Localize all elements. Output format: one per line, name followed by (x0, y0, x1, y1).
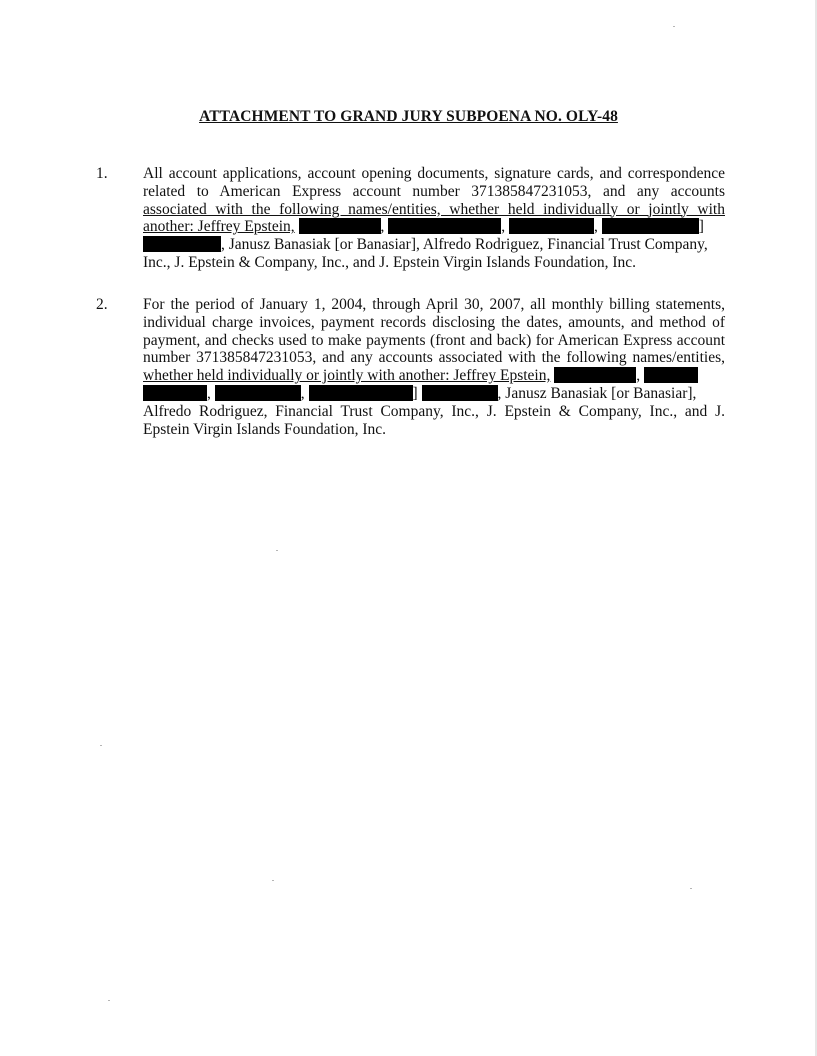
redaction-box (299, 218, 381, 234)
paragraph-text: , Janusz Banasiak [or Banasiar], (497, 384, 697, 402)
paragraph-line: All account applications, account opening documents, signature cards, and correspondence (143, 165, 725, 182)
scan-speck (690, 888, 692, 889)
paragraph-text: , Janusz Banasiak [or Banasiar], Alfredo Rodriguez, Financial Trust Company, (221, 236, 708, 254)
paragraph-line: related to American Express account number 371385847231053, and any accounts (143, 182, 725, 200)
redaction-box (215, 385, 301, 401)
redaction-box (388, 218, 501, 234)
scan-speck (276, 550, 278, 551)
item-number: 2. (96, 296, 108, 313)
paragraph-line: Alfredo Rodriguez, Financial Trust Company, Inc., J. Epstein & Company, Inc., and J. (143, 402, 725, 420)
redaction-box (509, 218, 594, 234)
paragraph-line: Epstein Virgin Islands Foundation, Inc. (143, 420, 387, 438)
paragraph-line (143, 236, 725, 254)
paragraph-line: associated with the following names/entities, whether held individually or jointly with (143, 200, 725, 218)
paragraph-text: another: Jeffrey Epstein, (143, 218, 295, 236)
scan-speck (272, 880, 274, 881)
paragraph-line: number 371385847231053, and any accounts associated with the following names/entities, (143, 349, 725, 367)
scan-speck (108, 1000, 110, 1001)
redaction-box (143, 385, 207, 401)
redaction-box (422, 385, 498, 401)
item-2-paragraph (143, 296, 725, 438)
item-1-paragraph (143, 165, 725, 272)
redaction-box (309, 385, 413, 401)
paragraph-text: whether held individually or jointly with another: Jeffrey Epstein, (143, 367, 551, 385)
redaction-box (602, 218, 699, 234)
scan-speck (100, 745, 102, 746)
paragraph-line: another: Jeffrey Epstein, , , , ] (143, 218, 704, 236)
paragraph-line: Inc., J. Epstein & Company, Inc., and J. Epstein Virgin Islands Foundation, Inc. (143, 253, 637, 271)
redaction-box (644, 367, 698, 383)
redaction-box (554, 367, 636, 383)
paragraph-line: payment, and checks used to make payments (front and back) for American Express account (143, 331, 725, 349)
item-number: 1. (96, 165, 108, 182)
paragraph-line: individual charge invoices, payment records disclosing the dates, amounts, and method of (143, 313, 725, 331)
redaction-box (143, 236, 221, 252)
paragraph-line: whether held individually or jointly with another: Jeffrey Epstein, , (143, 367, 725, 385)
paragraph-line: , , ] , Janusz Banasiak [or Banasiar], (143, 385, 725, 403)
scan-speck (673, 26, 675, 27)
page-title: ATTACHMENT TO GRAND JURY SUBPOENA NO. OLY-48 (199, 108, 618, 125)
paragraph-line: For the period of January 1, 2004, through April 30, 2007, all monthly billing statements, (143, 296, 725, 313)
